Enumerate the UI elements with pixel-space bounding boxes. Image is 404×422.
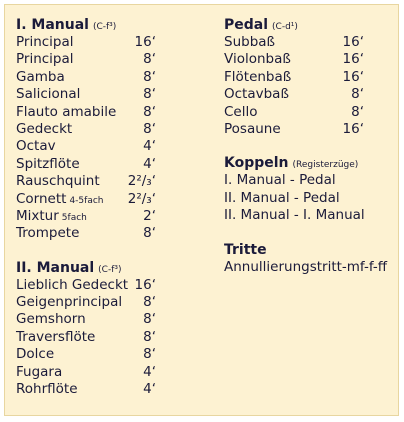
stop-size: 8‘ — [143, 294, 156, 311]
stop-size: 16‘ — [342, 120, 364, 137]
stop-name: Rauschquint — [16, 173, 100, 190]
stop-name: Subbaß — [224, 34, 276, 50]
stop-row — [16, 277, 156, 294]
stop-name: Traversflöte — [16, 328, 96, 345]
stop-name: Geigenprincipal — [16, 294, 123, 311]
stop-size: 8‘ — [351, 86, 364, 103]
stop-row — [16, 34, 156, 51]
couplers-subtitle: (Registerzüge) — [292, 160, 359, 171]
stop-row — [16, 104, 156, 121]
stop-name: Flötenbaß — [224, 68, 292, 85]
stop-size: 2‘ — [143, 207, 156, 224]
stop-size: 8‘ — [143, 51, 156, 68]
stop-name: Gamba — [16, 68, 65, 85]
stop-row — [16, 191, 156, 208]
stop-name: Cornett — [16, 190, 67, 207]
stop-row — [16, 208, 156, 225]
stop-row — [16, 138, 156, 155]
stop-name: Gemshorn — [16, 311, 86, 328]
pedal-heading — [224, 17, 364, 34]
stoplist-card — [4, 4, 399, 416]
stop-size: 8‘ — [143, 68, 156, 85]
stop-name: Lieblich Gedeckt — [16, 276, 129, 293]
stop-row — [224, 34, 364, 51]
manual2-range: (C-f³) — [98, 264, 122, 275]
stop-size: 16‘ — [342, 68, 364, 85]
stop-size: 4‘ — [143, 363, 156, 380]
couplers-list — [224, 172, 364, 224]
stop-row — [16, 364, 156, 381]
stop-row — [224, 104, 364, 121]
stop-size: 8‘ — [143, 86, 156, 103]
stop-name: Salicional — [16, 86, 81, 103]
stop-row — [16, 51, 156, 68]
manual2-stop-list — [16, 277, 156, 399]
stop-name: Cello — [224, 103, 258, 120]
pedal-range: (C-d¹) — [272, 22, 298, 32]
stop-size: 8‘ — [143, 225, 156, 242]
stop-size: 8‘ — [143, 328, 156, 345]
manual1-stop-list — [16, 34, 156, 243]
list-item: II. Manual - Pedal — [224, 189, 340, 206]
stop-note: 5fach — [61, 212, 87, 223]
stop-row — [16, 121, 156, 138]
stop-row — [16, 346, 156, 363]
stop-row — [224, 121, 364, 138]
stop-row — [16, 311, 156, 328]
manual1-range: (C-f³) — [92, 22, 117, 32]
manual1-title: I. Manual — [16, 17, 89, 33]
couplers-title: Koppeln — [224, 155, 289, 172]
stop-name: Violonbaß — [224, 51, 291, 68]
stop-name: Dolce — [16, 346, 55, 363]
stop-row — [16, 381, 156, 398]
stop-row — [224, 86, 364, 103]
stop-size: 16‘ — [342, 34, 364, 50]
stop-name: Mixtur — [16, 207, 59, 224]
left-column — [16, 17, 156, 398]
stop-size: 4‘ — [143, 155, 156, 172]
stop-row — [16, 329, 156, 346]
stop-row — [16, 156, 156, 173]
stop-name: Octav — [16, 138, 56, 155]
stop-size: 16‘ — [342, 51, 364, 68]
stop-row — [16, 86, 156, 103]
stop-row — [224, 51, 364, 68]
list-item: I. Manual - Pedal — [224, 172, 336, 189]
stop-row — [16, 69, 156, 86]
stop-size: 8‘ — [143, 346, 156, 363]
stop-name: Spitzflöte — [16, 155, 80, 172]
stop-size: 4‘ — [143, 138, 156, 155]
stop-size: 8‘ — [143, 311, 156, 328]
stop-row — [16, 173, 156, 190]
pedal-title: Pedal — [224, 17, 269, 33]
stop-name: Gedeckt — [16, 120, 73, 137]
stop-name: Flauto amabile — [16, 103, 117, 120]
stop-name: Fugara — [16, 363, 63, 380]
stop-size: 8‘ — [143, 120, 156, 137]
tritte-list — [224, 258, 388, 276]
stop-name: Principal — [16, 51, 74, 68]
stop-row — [224, 69, 364, 86]
pedal-stop-list — [224, 34, 364, 138]
stop-size: 2²/₃‘ — [127, 173, 156, 190]
stop-size: 16‘ — [134, 276, 156, 293]
stop-size: 2²/₃‘ — [127, 190, 156, 207]
stop-name: Posaune — [224, 120, 281, 137]
stop-name: Octavbaß — [224, 86, 289, 103]
stop-note: 4-5fach — [69, 195, 104, 206]
stop-row — [16, 225, 156, 242]
stop-row — [16, 294, 156, 311]
tritte-title: Tritte — [224, 241, 267, 258]
stop-size: 16‘ — [134, 34, 156, 50]
manual2-heading — [16, 260, 156, 277]
stop-name: Rohrflöte — [16, 381, 78, 398]
stop-name: Principal — [16, 34, 74, 50]
right-column — [224, 17, 388, 276]
stop-size: 4‘ — [143, 381, 156, 398]
couplers-heading — [224, 155, 364, 172]
list-item: Annullierungstritt-mf-f-ff — [224, 258, 388, 275]
list-item: II. Manual - I. Manual — [224, 207, 365, 224]
stop-size: 8‘ — [143, 103, 156, 120]
stop-size: 8‘ — [351, 103, 364, 120]
tritte-heading — [224, 242, 364, 259]
manual2-title: II. Manual — [16, 259, 95, 276]
manual1-heading — [16, 17, 156, 34]
stop-name: Trompete — [16, 225, 80, 242]
